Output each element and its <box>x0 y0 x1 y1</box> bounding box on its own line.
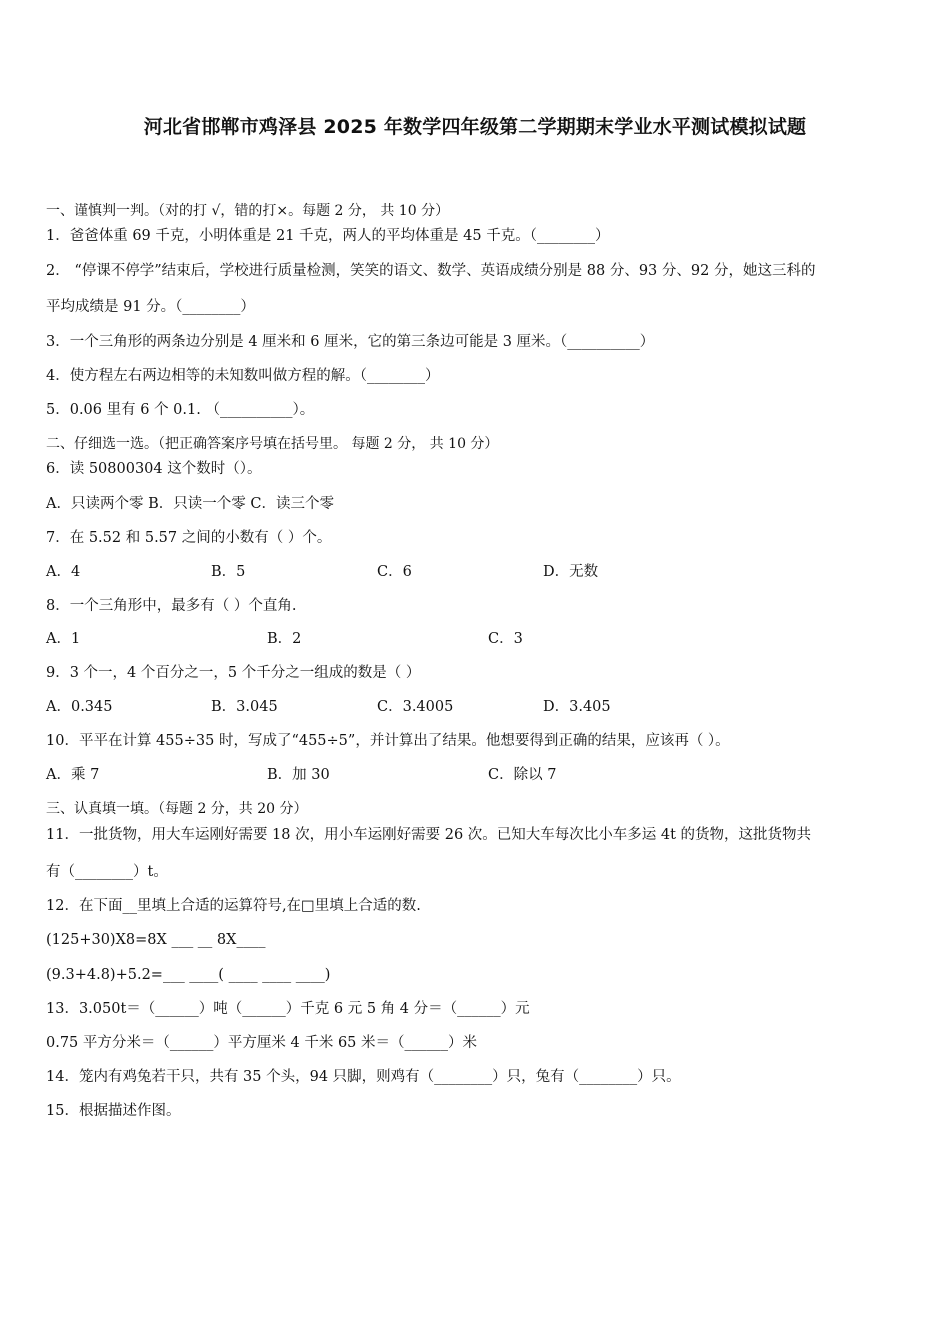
question-11-line-2: 有（________）t。 <box>46 864 168 880</box>
question-13-line-2: 0.75 平方分米＝（______）平方厘米 4 千米 65 米＝（______）米 <box>46 1035 478 1051</box>
question-2-line-1: 2． “停课不停学”结束后，学校进行质量检测，笑笑的语文、数学、英语成绩分别是 88 分、93 分、92 分，她这三科的 <box>46 263 816 279</box>
section-1-heading: 一、谨慎判一判。（对的打 √，错的打×。每题 2 分， 共 10 分） <box>46 203 450 219</box>
question-11-line-1: 11．一批货物，用大车运刚好需要 18 次，用小车运刚好需要 26 次。已知大车每次比小车多运 4t 的货物，这批货物共 <box>46 827 812 843</box>
q9-option-a: A．0.345 <box>46 699 113 715</box>
question-13-line-1: 13．3.050t＝（______）吨（______）千克 6 元 5 角 4 分＝（______）元 <box>46 1001 530 1017</box>
question-6: 6．读 50800304 这个数时（）。 <box>46 461 262 477</box>
question-12: 12．在下面__里填上合适的运算符号,在□里填上合适的数. <box>46 898 421 914</box>
question-12-expr-1: (125+30)X8=8X ___ __ 8X____ <box>46 932 266 948</box>
q7-option-a: A．4 <box>46 564 81 580</box>
question-15: 15．根据描述作图。 <box>46 1103 181 1119</box>
q10-option-b: B．加 30 <box>267 767 330 783</box>
q8-option-b: B．2 <box>267 631 302 647</box>
q10-option-c: C．除以 7 <box>488 767 557 783</box>
q10-option-a: A．乘 7 <box>46 767 100 783</box>
question-8: 8．一个三角形中，最多有（ ）个直角. <box>46 598 297 614</box>
q7-option-d: D．无数 <box>543 564 599 580</box>
page-title: 河北省邯郸市鸡泽县 2025 年数学四年级第二学期期末学业水平测试模拟试题 <box>143 116 807 138</box>
question-3: 3．一个三角形的两条边分别是 4 厘米和 6 厘米，它的第三条边可能是 3 厘米。（__________） <box>46 334 655 350</box>
question-9: 9．3 个一，4 个百分之一，5 个千分之一组成的数是（ ） <box>46 665 421 681</box>
question-12-expr-2: (9.3+4.8)+5.2=___ ____( ____ ____ ____) <box>46 967 331 983</box>
q9-option-d: D．3.405 <box>543 699 611 715</box>
q8-option-c: C．3 <box>488 631 523 647</box>
section-2-heading: 二、仔细选一选。（把正确答案序号填在括号里。 每题 2 分， 共 10 分） <box>46 436 499 452</box>
q7-option-c: C．6 <box>377 564 412 580</box>
question-2-line-2: 平均成绩是 91 分。（________） <box>46 299 255 315</box>
section-3-heading: 三、认真填一填。（每题 2 分，共 20 分） <box>46 801 308 817</box>
question-5: 5．0.06 里有 6 个 0.1. （__________）。 <box>46 402 315 418</box>
question-6-options: A．只读两个零 B．只读一个零 C．读三个零 <box>46 496 334 512</box>
question-4: 4．使方程左右两边相等的未知数叫做方程的解。（________） <box>46 368 440 384</box>
q9-option-b: B．3.045 <box>211 699 278 715</box>
question-10: 10．平平在计算 455÷35 时，写成了“455÷5”，并计算出了结果。他想要得到正确的结果，应该再（ ）。 <box>46 733 730 749</box>
q9-option-c: C．3.4005 <box>377 699 454 715</box>
question-7: 7．在 5.52 和 5.57 之间的小数有（ ）个。 <box>46 530 332 546</box>
question-14: 14．笼内有鸡兔若干只，共有 35 个头，94 只脚，则鸡有（________）只，兔有（________）只。 <box>46 1069 681 1085</box>
q7-option-b: B．5 <box>211 564 246 580</box>
question-1: 1．爸爸体重 69 千克，小明体重是 21 千克，两人的平均体重是 45 千克。（________） <box>46 228 610 244</box>
q8-option-a: A．1 <box>46 631 81 647</box>
